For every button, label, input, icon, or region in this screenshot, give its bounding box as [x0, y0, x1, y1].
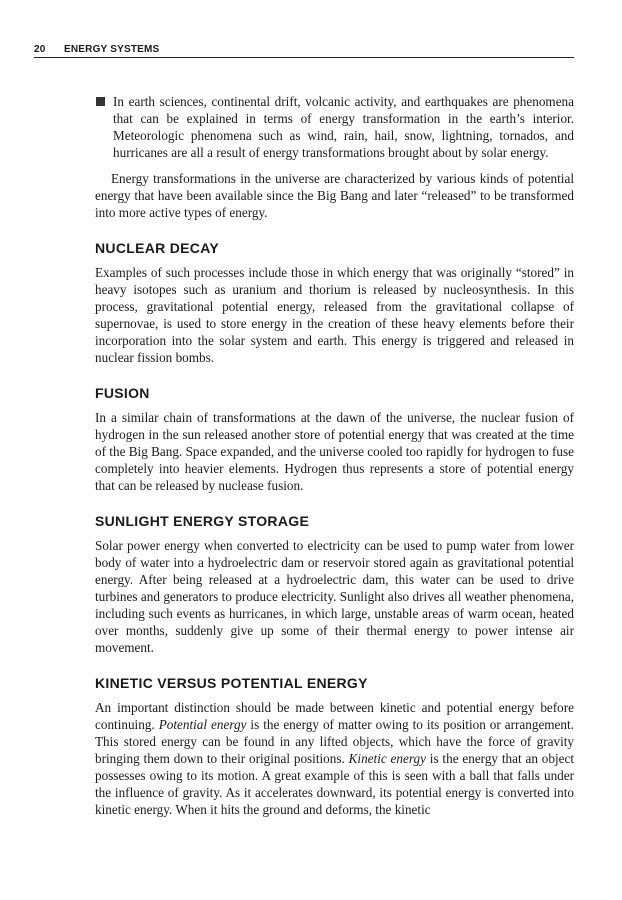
kinetic-text-3: is the energy that an object possesses owing to its motion. A great example of this is seen with a ball that falls under the influence of gravity. As it accelerates downward, its potential energy is converted into kinetic energy. When it hits the ground and deforms, the kinetic: [95, 751, 574, 817]
page-number: 20: [34, 44, 46, 55]
heading-fusion: FUSION: [95, 385, 150, 401]
bullet-square-icon: [96, 97, 105, 106]
heading-kinetic-vs-potential: KINETIC VERSUS POTENTIAL ENERGY: [95, 675, 368, 691]
intro-paragraph: Energy transformations in the universe are characterized by various kinds of potential energy that have been available since the Big Bang and later “released” to be transformed into more active types of energy.: [95, 171, 574, 220]
kinetic-text-2: is the energy of matter owing to its position or arrangement. This stored energy can be found in any lifted objects, which have the force of gravity bringing them down to their original positions.: [95, 717, 574, 766]
paragraph-sunlight-energy-storage: Solar power energy when converted to electricity can be used to pump water from lower body of water into a hydroelectric dam or reservoir stored again as gravitational potential energy. After being released at a hydroelectric dam, this water can be used to drive turbines and generators to produce electricity. Sunlight also drives all weather phenomena, including such events as hurricanes, in which large, unstable areas of warm ocean, heated over months, suddenly give up some of their thermal energy to power intense air movement.: [95, 538, 574, 655]
running-title: ENERGY SYSTEMS: [64, 44, 160, 55]
term-kinetic-energy: Kinetic energy: [348, 751, 426, 766]
paragraph-nuclear-decay: Examples of such processes include those in which energy that was originally “stored” in heavy isotopes such as uranium and thorium is released by nucleosynthesis. In this process, gravitational potential energy, released from the gravitational collapse of supernovae, is used to store energy in the creation of these heavy elements before their incorporation into the solar system and earth. This energy is triggered and released in nuclear fission bombs.: [95, 265, 574, 365]
running-header: [34, 44, 574, 58]
bullet-text: In earth sciences, continental drift, volcanic activity, and earthquakes are phenomena that can be explained in terms of energy transformation in the earth’s interior. Meteorologic phenomena such as wind, rain, hail, snow, lightning, tornados, and hurricanes are all a result of energy transformations brought about by solar energy.: [113, 94, 574, 160]
bullet-item: [95, 93, 574, 161]
kinetic-text-1: An important distinction should be made between kinetic and potential energy before continuing.: [95, 700, 574, 732]
paragraph-kinetic-vs-potential: [95, 699, 574, 818]
term-potential-energy: Potential energy: [158, 717, 247, 732]
paragraph-fusion: In a similar chain of transformations at the dawn of the universe, the nuclear fusion of hydrogen in the sun released another store of potential energy that was created at the time of the Big Bang. Space expanded, and the universe cooled too rapidly for hydrogen to fuse completely into heavier elements. Hydrogen thus represents a store of potential energy that can be released by nuclease fusion.: [95, 410, 574, 493]
heading-sunlight-energy-storage: SUNLIGHT ENERGY STORAGE: [95, 513, 310, 529]
heading-nuclear-decay: NUCLEAR DECAY: [95, 240, 219, 256]
body-text: [95, 93, 574, 818]
